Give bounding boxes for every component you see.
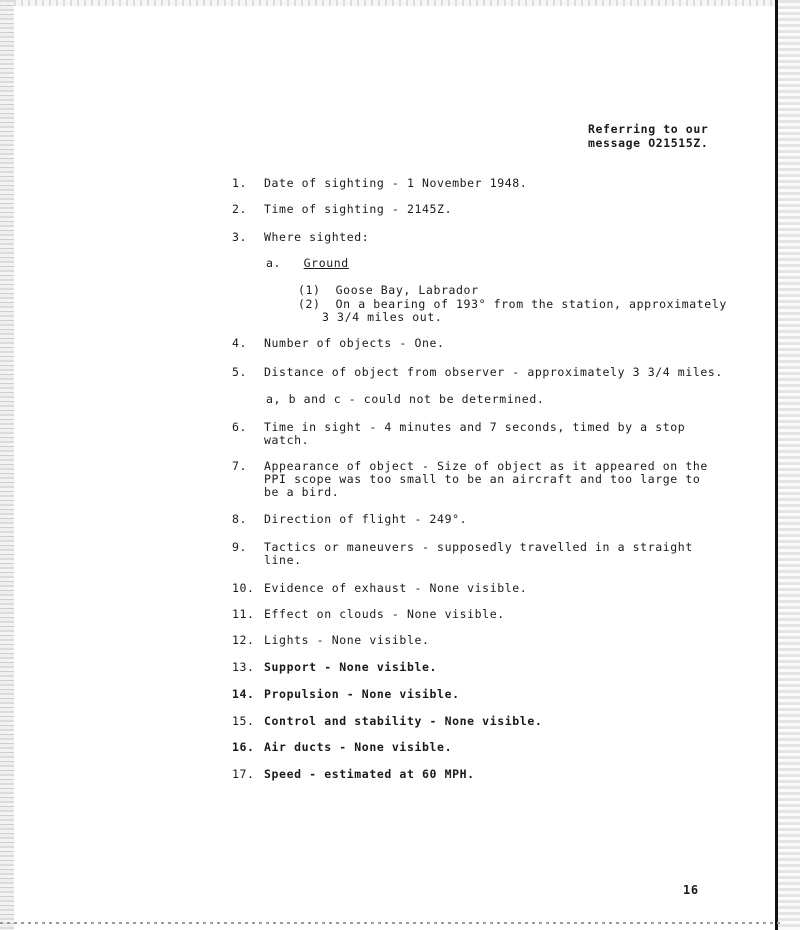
item-14 bbox=[232, 688, 460, 701]
item-text: Direction of flight - 249°. bbox=[264, 512, 468, 526]
page-number: 16 bbox=[683, 883, 699, 897]
item-11 bbox=[232, 608, 505, 621]
item-17 bbox=[232, 768, 475, 781]
point-text: Goose Bay, Labrador bbox=[335, 283, 479, 297]
item-text: Number of objects - One. bbox=[264, 336, 445, 350]
item-5-sub bbox=[266, 393, 544, 406]
item-number: 12. bbox=[232, 633, 255, 647]
scan-edge-top bbox=[0, 0, 800, 6]
item-4 bbox=[232, 337, 445, 350]
item-text-line: Appearance of object - Size of object as it appeared on the bbox=[264, 459, 708, 473]
item-5 bbox=[232, 366, 723, 379]
item-text: Effect on clouds - None visible. bbox=[264, 607, 505, 621]
item-number: 11. bbox=[232, 607, 255, 621]
item-number: 4. bbox=[232, 336, 248, 350]
item-text bbox=[264, 460, 708, 499]
item-text-line: PPI scope was too small to be an aircraft and too large to bbox=[264, 472, 701, 486]
item-number: 9. bbox=[232, 540, 248, 554]
reference-line-2: message O21515Z. bbox=[588, 136, 709, 150]
item-text: Support - None visible. bbox=[264, 660, 438, 674]
item-number: 3. bbox=[232, 230, 248, 244]
item-number: 1. bbox=[232, 176, 248, 190]
item-10 bbox=[232, 582, 527, 595]
item-number: 2. bbox=[232, 202, 248, 216]
item-text-line: watch. bbox=[264, 433, 310, 447]
scan-edge-left bbox=[0, 0, 14, 930]
item-number: 13. bbox=[232, 660, 255, 674]
item-number: 10. bbox=[232, 581, 255, 595]
scan-edge-right bbox=[778, 0, 800, 930]
item-text: Propulsion - None visible. bbox=[264, 687, 460, 701]
scan-edge-bottom bbox=[0, 922, 780, 924]
item-text: Control and stability - None visible. bbox=[264, 714, 543, 728]
item-3-point-2-cont bbox=[322, 311, 442, 324]
item-1 bbox=[232, 177, 527, 190]
item-8 bbox=[232, 513, 467, 526]
scan-border-right bbox=[775, 0, 778, 930]
item-text: Date of sighting - 1 November 1948. bbox=[264, 176, 528, 190]
item-9 bbox=[232, 541, 693, 567]
item-text: Distance of object from observer - approximately 3 3/4 miles. bbox=[264, 365, 723, 379]
item-number: 17. bbox=[232, 767, 255, 781]
item-number: 7. bbox=[232, 459, 248, 473]
item-text bbox=[264, 541, 693, 567]
item-text-line: be a bird. bbox=[264, 485, 340, 499]
item-number: 8. bbox=[232, 512, 248, 526]
point-number: (1) bbox=[298, 283, 321, 297]
item-3-sub-a bbox=[266, 257, 349, 270]
item-text: Air ducts - None visible. bbox=[264, 740, 453, 754]
item-text-line: line. bbox=[264, 553, 302, 567]
item-7 bbox=[232, 460, 708, 499]
point-number: (2) bbox=[298, 297, 321, 311]
sub-text: a, b and c - could not be determined. bbox=[266, 392, 545, 406]
point-text-cont: 3 3/4 miles out. bbox=[322, 310, 443, 324]
item-12 bbox=[232, 634, 430, 647]
item-text-line: Time in sight - 4 minutes and 7 seconds, timed by a stop bbox=[264, 420, 686, 434]
item-text-line: Tactics or maneuvers - supposedly travelled in a straight bbox=[264, 540, 693, 554]
item-number: 6. bbox=[232, 420, 248, 434]
item-text: Speed - estimated at 60 MPH. bbox=[264, 767, 475, 781]
item-number: 14. bbox=[232, 687, 255, 701]
item-2 bbox=[232, 203, 452, 216]
reference-note bbox=[588, 122, 708, 150]
point-text: On a bearing of 193° from the station, approximately bbox=[335, 297, 727, 311]
item-3 bbox=[232, 231, 369, 244]
item-16 bbox=[232, 741, 452, 754]
item-15 bbox=[232, 715, 542, 728]
item-number: 5. bbox=[232, 365, 248, 379]
item-text bbox=[264, 421, 685, 447]
item-3-point-1 bbox=[298, 284, 479, 297]
sub-label: a. bbox=[266, 256, 282, 270]
item-text: Evidence of exhaust - None visible. bbox=[264, 581, 528, 595]
item-text: Lights - None visible. bbox=[264, 633, 430, 647]
sub-heading: Ground bbox=[303, 256, 349, 270]
item-6 bbox=[232, 421, 685, 447]
item-text: Time of sighting - 2145Z. bbox=[264, 202, 453, 216]
item-text: Where sighted: bbox=[264, 230, 370, 244]
item-number: 15. bbox=[232, 714, 255, 728]
reference-line-1: Referring to our bbox=[588, 122, 709, 136]
item-number: 16. bbox=[232, 740, 255, 754]
item-13 bbox=[232, 661, 437, 674]
